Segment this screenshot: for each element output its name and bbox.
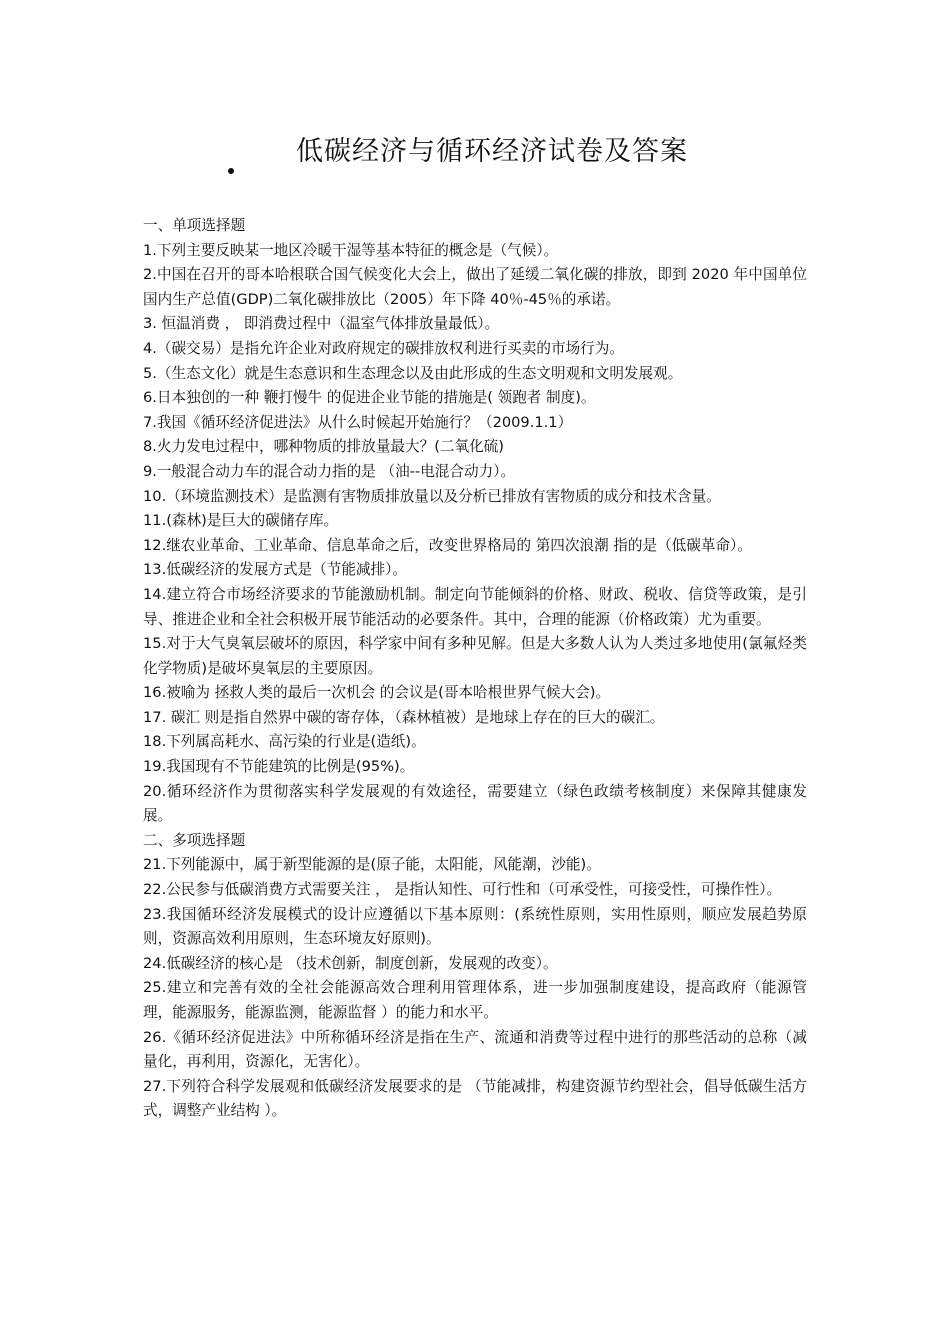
question-item: 16.被喻为 拯救人类的最后一次机会 的会议是(哥本哈根世界气候大会)。: [143, 684, 611, 702]
question-item: 2.中国在召开的哥本哈根联合国气候变化大会上，做出了延缓二氧化碳的排放，即到 2020 年中国单位国内生产总值(GDP)二氧化碳排放比（2005）年下降 40％-45％的承诺。: [143, 266, 807, 308]
question-item: 3. 恒温消费 ， 即消费过程中（温室气体排放量最低）。: [143, 315, 500, 333]
question-item: 24.低碳经济的核心是 （技术创新，制度创新，发展观的改变）。: [143, 954, 558, 972]
question-item: 27.下列符合科学发展观和低碳经济发展要求的是 （节能减排，构建资源节约型社会，倡导低碳生活方式，调整产业结构 ）。: [143, 1077, 807, 1120]
question-item: 13.低碳经济的发展方式是（节能减排）。: [143, 561, 408, 579]
question-item: 22.公民参与低碳消费方式需要关注 ， 是指认知性、可行性和（可承受性，可接受性，可操作性）。: [143, 881, 782, 899]
question-item: 1.下列主要反映某一地区冷暖干湿等基本特征的概念是（气候）。: [143, 241, 559, 259]
question-item: 23.我国循环经济发展模式的设计应遵循以下基本原则：(系统性原则，实用性原则，顺应发展趋势原则，资源高效利用原则，生态环境友好原则)。: [143, 905, 807, 948]
question-item: 9.一般混合动力车的混合动力指的是 （油--电混合动力）。: [143, 462, 516, 480]
question-item: 10.（环境监测技术）是监测有害物质排放量以及分析已排放有害物质的成分和技术含量。: [143, 487, 721, 505]
question-item: 15.对于大气臭氧层破坏的原因，科学家中间有多种见解。但是大多数人认为人类过多地使用(氯氟烃类化学物质)是破坏臭氧层的主要原因。: [143, 635, 807, 677]
question-item: 18.下列属高耗水、高污染的行业是(造纸)。: [143, 733, 426, 751]
question-item: 20.循环经济作为贯彻落实科学发展观的有效途径，需要建立（绿色政绩考核制度）来保障其健康发展。: [143, 782, 807, 825]
section-heading: 二、多项选择题: [143, 831, 246, 849]
question-item: 17. 碳汇 则是指自然界中碳的寄存体，（森林植被）是地球上存在的巨大的碳汇。: [143, 708, 665, 726]
question-item: 4.（碳交易）是指允许企业对政府规定的碳排放权利进行买卖的市场行为。: [143, 339, 624, 357]
document-title: 低碳经济与循环经济试卷及答案: [296, 136, 688, 167]
question-item: 19.我国现有不节能建筑的比例是(95%)。: [143, 758, 415, 776]
question-item: 11.(森林)是巨大的碳储存库。: [143, 512, 339, 530]
question-item: 12.继农业革命、工业革命、信息革命之后，改变世界格局的 第四次浪潮 指的是（低碳革命）。: [143, 536, 752, 554]
question-item: 8.火力发电过程中，哪种物质的排放量最大？(二氧化硫): [143, 438, 504, 456]
question-item: 7.我国《循环经济促进法》从什么时候起开始施行？（2009.1.1）: [143, 413, 573, 431]
document-body: [143, 214, 807, 1124]
question-item: 25.建立和完善有效的全社会能源高效合理利用管理体系，进一步加强制度建设，提高政府（能源管理，能源服务，能源监测，能源监督 ）的能力和水平。: [143, 979, 807, 1021]
question-item: 26.《循环经济促进法》中所称循环经济是指在生产、流通和消费等过程中进行的那些活动的总称（减量化，再利用，资源化，无害化）。: [143, 1028, 807, 1071]
question-item: 14.建立符合市场经济要求的节能激励机制。制定向节能倾斜的价格、财政、税收、信贷等政策，是引导、推进企业和全社会积极开展节能活动的必要条件。其中，合理的能源（价格政策）尤为重要。: [143, 585, 807, 628]
question-item: 21.下列能源中，属于新型能源的是(原子能，太阳能，风能潮，沙能)。: [143, 856, 601, 874]
bullet-dot: [228, 168, 234, 174]
question-item: 5.（生态文化）就是生态意识和生态理念以及由此形成的生态文明观和文明发展观。: [143, 364, 683, 382]
question-item: 6.日本独创的一种 鞭打慢牛 的促进企业节能的措施是( 领跑者 制度)。: [143, 389, 596, 407]
section-heading: 一、单项选择题: [143, 217, 246, 234]
